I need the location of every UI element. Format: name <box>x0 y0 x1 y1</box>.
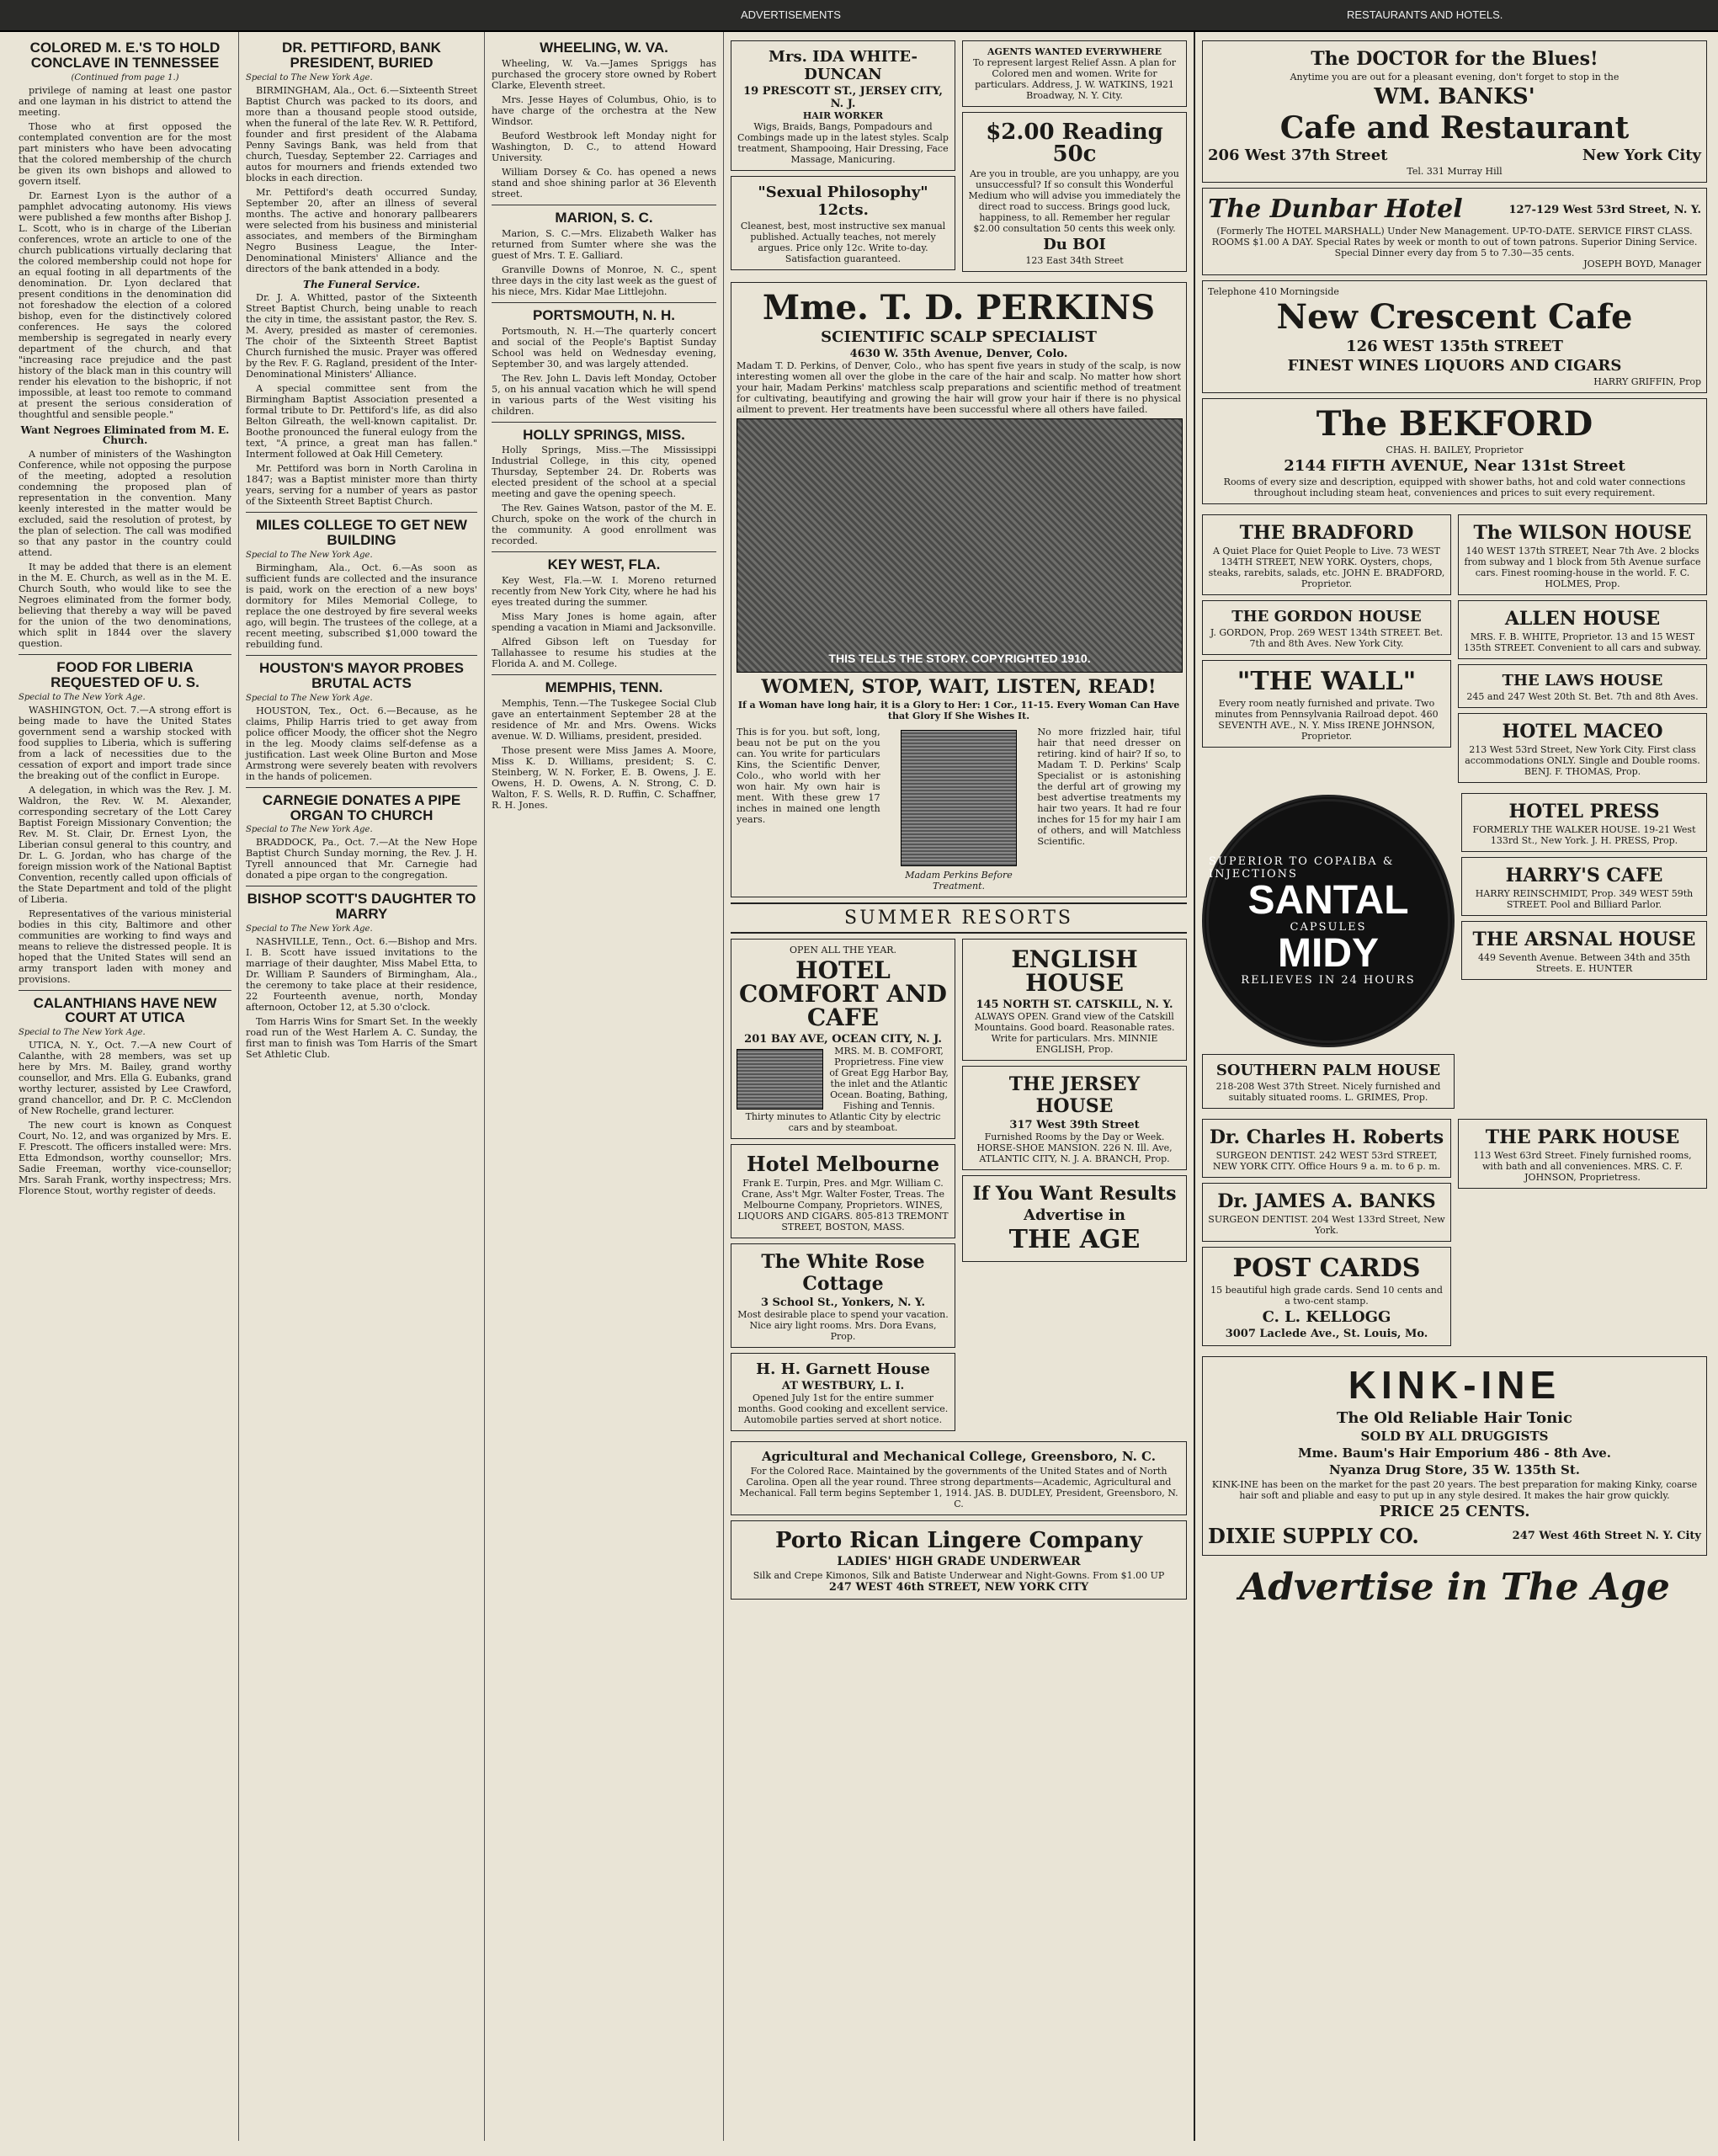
ad-arsnal-house <box>1461 921 1707 980</box>
ad-text: J. GORDON, Prop. 269 WEST 134th STREET. Bet. 7th and 8th Aves. New York City. <box>1210 627 1444 649</box>
ad-line: THE AGE <box>1008 1225 1141 1254</box>
paragraph: Dr. Earnest Lyon is the author of a pamphlet advocating autonomy. His views were published a few months after Bishop J. L. Scott, who is in charge of the Liberian conferences, wrote an article to one of the church publications virtually declaring that the colored membership could not hope for an equal footing in all departments of the denomination. Dr. Lyon declared that present conditions in the denomination did not foreshadow the election of a colored bishop, even for the distinctively colored conferences. He says the colored membership is segregated in nearly every department of the church, and that "increasing race prejudice and the past history of the black man in this country will render his elevation to the bishopric, if not impossible, at least too remote to command at present the serious consideration of thoughtful and sensible people." <box>19 189 231 420</box>
ad-city: New York City <box>1582 146 1701 164</box>
ad-text: Furnished Rooms by the Day or Week. HORSE-SHOE MANSION. 226 N. Ill. Ave, ATLANTIC CITY, N. J. A. BRANCH, Prop. <box>976 1131 1173 1164</box>
ad-address: 4630 W. 35th Avenue, Denver, Colo. <box>849 348 1068 360</box>
paragraph: Portsmouth, N. H.—The quarterly concert and social of the People's Baptist Sunday School was held on Wednesday evening, September 30, and was largely attended. <box>492 325 716 370</box>
ad-text: 113 West 63rd Street. Finely furnished rooms, with bath and all conveniences. MRS. C. F. JOHNSON, Proprietress. <box>1473 1150 1692 1183</box>
ad-title: The Dunbar Hotel <box>1208 194 1463 224</box>
ad-new-crescent <box>1202 280 1707 393</box>
ad-text: Wigs, Braids, Bangs, Pompadours and Combings made up in the latest styles. Scalp treatment, Shampooing, Hair Dressing, Face Massage, Manicuring. <box>737 121 949 165</box>
summer-resorts-heading: SUMMER RESORTS <box>731 902 1187 934</box>
ad-text: FORMERLY THE WALKER HOUSE. 19-21 West 133rd St., New York. J. H. PRESS, Prop. <box>1472 824 1696 846</box>
ad-text: Anytime you are out for a pleasant evening, don't forget to stop in the <box>1290 72 1620 83</box>
ad-proprietor: CHAS. H. BAILEY, Proprietor <box>1386 445 1524 455</box>
paragraph: Holly Springs, Miss.—The Mississippi Industrial College, in this city, opened Thursday, September 24. Dr. Roberts was elected president of the school at a special meeting and gave the opening speech. <box>492 445 716 500</box>
ad-text: 140 WEST 137th STREET, Near 7th Ave. 2 blocks from subway and 1 block from 5th Avenue surface cars. Finest rooming-house in the world. F. C. HOLMES, Prop. <box>1464 546 1701 589</box>
ad-title: POST CARDS <box>1232 1254 1421 1283</box>
ad-text: Silk and Crepe Kimonos, Silk and Batiste Underwear and Night-Gowns. From $1.00 UP <box>753 1570 1165 1581</box>
ad-allen-house <box>1458 600 1707 659</box>
ad-line: SOLD BY ALL DRUGGISTS <box>1360 1429 1549 1444</box>
ad-subtitle: FINEST WINES LIQUORS AND CIGARS <box>1287 357 1622 375</box>
ad-address: 317 West 39th Street <box>1009 1119 1140 1131</box>
ad-laws-house <box>1458 664 1707 708</box>
ad-title: Cafe and Restaurant <box>1279 110 1630 146</box>
special-note: Special to The New York Age. <box>246 550 373 560</box>
ad-note: OPEN ALL THE YEAR. <box>789 945 897 956</box>
ad-text: 218-208 West 37th Street. Nicely furnished and suitably situated rooms. L. GRIMES, Prop. <box>1215 1081 1441 1103</box>
ad-title: Mme. T. D. PERKINS <box>762 288 1156 327</box>
ad-title: THE BRADFORD <box>1239 522 1414 544</box>
ad-text: MRS. F. B. WHITE, Proprietor. 13 and 15 WEST 135th STREET. Convenient to all cars and subway. <box>1464 631 1701 653</box>
ad-title: The BEKFORD <box>1316 404 1593 444</box>
divider <box>19 654 231 655</box>
paragraph: NASHVILLE, Tenn., Oct. 6.—Bishop and Mrs. I. B. Scott have issued invitations to the marriage of their daughter, Miss Mabel Etta, to Dr. William P. Saunders of Birmingham, Ala., the ceremony to take place at their residence, 22 Fourteenth avenue, north, Monday afternoon, October 12, at 5.30 o'clock. <box>246 936 477 1014</box>
ad-subtitle: The Old Reliable Hair Tonic <box>1337 1409 1572 1427</box>
column-5-ads <box>1195 32 1714 2141</box>
ad-name: Du BOI <box>1043 236 1106 253</box>
ad-name: C. L. KELLOGG <box>1262 1308 1391 1326</box>
ad-address: 127-129 West 53rd Street, N. Y. <box>1508 203 1701 216</box>
ad-porto-rican <box>731 1520 1187 1600</box>
ad-phone: Tel. 331 Murray Hill <box>1407 166 1503 177</box>
ad-text: Rooms of every size and description, equipped with shower baths, hot and cold water connections throughout including steam heat, conveniences and prices to suit every requirement. <box>1223 476 1686 498</box>
ad-title: Porto Rican Lingere Company <box>774 1528 1143 1553</box>
ad-text: Opened July 1st for the entire summer months. Good cooking and excellent service. Automobile parties served at short notice. <box>737 1392 949 1425</box>
ad-post-cards <box>1202 1247 1451 1346</box>
paragraph: The Rev. John L. Davis left Monday, October 5, on his annual vacation which he will spend in various parts of the West visiting his children. <box>492 372 716 417</box>
ad-address: 19 PRESCOTT ST., JERSEY CITY, N. J. <box>743 85 943 110</box>
divider <box>492 551 716 552</box>
ad-line: Mme. Baum's Hair Emporium 486 - 8th Ave. <box>1298 1445 1611 1461</box>
ad-text: MRS. M. B. COMFORT, Proprietress. Fine view of Great Egg Harbor Bay, the inlet and the Atlantic Ocean. Boating, Bathing, Fishing and Tennis. Thirty minutes to Atlantic City by electric cars and by steamboat. <box>745 1046 949 1133</box>
illustration-caption: THIS TELLS THE STORY. COPYRIGHTED 1910. <box>828 652 1091 665</box>
ad-price: PRICE 25 CENTS. <box>1379 1503 1530 1520</box>
ad-subtitle: SCIENTIFIC SCALP SPECIALIST <box>821 328 1097 346</box>
paragraph: Key West, Fla.—W. I. Moreno returned recently from New York City, where he had his eyes treated during the summer. <box>492 575 716 609</box>
paragraph: Beuford Westbrook left Monday night for Washington, D. C., to attend Howard University. <box>492 130 716 163</box>
ad-quote: If a Woman have long hair, it is a Glory to Her: 1 Cor., 11-15. Every Woman Can Have that Glory If She Wishes It. <box>737 700 1180 721</box>
ad-title: SOUTHERN PALM HOUSE <box>1215 1062 1441 1079</box>
paragraph: Those who at first opposed the contemplated convention are for the most part ministers who have been advocating that the colored membership of the church be given its own bishops and allowed to govern itself. <box>19 120 231 187</box>
masthead-strip <box>0 0 1718 32</box>
ad-title: HOTEL COMFORT AND CAFE <box>739 956 947 1031</box>
paragraph: Alfred Gibson left on Tuesday for Tallahassee to resume his studies at the Florida A. and M. College. <box>492 636 716 670</box>
ad-hotel-maceo <box>1458 713 1707 783</box>
ad-dunbar-hotel <box>1202 188 1707 275</box>
ad-text: Are you in trouble, are you unhappy, are you unsuccessful? If so consult this Wonderful Medium who will advise you immediately the direct road to success. Brings good luck, happiness, to all. Remember her regular $2.00 consultation 50 cents this week only. <box>968 168 1181 234</box>
column-4-ads <box>724 32 1195 2141</box>
paragraph: The new court is known as Conquest Court, No. 12, and was organized by Mrs. E. F. Prescott. The officers installed were: Mrs. Etta Edmondson, worthy counsellor; Mrs. Sadie Freeman, worthy vice-counsellor; Mrs. Sarah Frank, worthy inspectress; Mrs. Florence Stout, worthy register of deeds. <box>19 1120 231 1197</box>
paragraph: UTICA, N. Y., Oct. 7.—A new Court of Calanthe, with 28 members, was set up here by Mrs. M. Bailey, grand worthy counsellor, and Mrs. Ella G. Eubanks, grand worthy lecturer, assisted by Lee Crawford, grand chancellor, and Dr. P. C. McClendon of New Rochelle, grand lecturer. <box>19 1040 231 1117</box>
paragraph: Marion, S. C.—Mrs. Elizabeth Walker has returned from Sumter where she was the guest of Mrs. T. E. Galliard. <box>492 227 716 261</box>
paragraph: William Dorsey & Co. has opened a news stand and shoe shining parlor at 36 Eleventh street. <box>492 166 716 200</box>
ad-agricultural-college <box>731 1441 1187 1515</box>
ad-title: Hotel Melbourne <box>746 1152 940 1176</box>
ad-title: Dr. JAMES A. BANKS <box>1217 1190 1436 1212</box>
paragraph: A delegation, in which was the Rev. J. M. Waldron, the Rev. W. M. Alexander, corresponding secretary of the Lott Carey Baptist Foreign Missionary Convention; the Rev. M. St. Clair, Dr. Ernest Lyon, the Liberian consul general to this country, and Dr. L. G. Jordan, who has charge of the foreign mission work of the National Baptist Convention, recently called upon officials of the State Department and told of the plight of Liberia. <box>19 784 231 905</box>
ad-text: ALWAYS OPEN. Grand view of the Catskill Mountains. Good board. Reasonable rates. Write for particulars. Mrs. MINNIE ENGLISH, Prop. <box>974 1011 1175 1055</box>
ad-perkins <box>731 282 1187 897</box>
seal-name: SANTAL <box>1247 878 1409 923</box>
ad-phone: Telephone 410 Morningside <box>1208 286 1339 297</box>
ad-address: 247 WEST 46th STREET, NEW YORK CITY <box>828 1581 1089 1594</box>
paragraph: Mr. Pettiford's death occurred Sunday, September 20, after an illness of several months. The active and honorary pallbearers were selected from his business and ministerial associates, and members of the Birmingham Negro Business League, the Inter-Denominational Ministers' Alliance and the directors of the bank attended in a body. <box>246 186 477 274</box>
ad-title: ALLEN HOUSE <box>1504 608 1661 630</box>
ad-title: THE JERSEY HOUSE <box>1008 1073 1141 1117</box>
ad-address: 145 NORTH ST. CATSKILL, N. Y. <box>976 998 1173 1011</box>
ad-southern-palm <box>1202 1054 1455 1109</box>
ad-address: 201 BAY AVE, OCEAN CITY, N. J. <box>744 1033 942 1046</box>
ad-text: Frank E. Turpin, Pres. and Mgr. William C. Crane, Ass't Mgr. Walter Foster, Treas. The Melbourne Company, Proprietors. WINES, LIQUORS AND CIGARS. 805-813 TREMONT STREET, BOSTON, MASS. <box>737 1178 949 1232</box>
ad-the-wall <box>1202 660 1451 748</box>
column-1 <box>12 32 239 2141</box>
ad-text: For the Colored Race. Maintained by the governments of the United States and of North Carolina. Open all the year round. Three strong departments—Academic, Agricultural and Mechanical. Fall term begins September 1, 1914. JAS. B. DUDLEY, President, Greensboro, N. C. <box>739 1466 1178 1509</box>
column-3 <box>485 32 724 2141</box>
paragraph: BRADDOCK, Pa., Oct. 7.—At the New Hope Baptist Church Sunday morning, the Rev. J. H. Tyrell announced that Mr. Carnegie had donated a pipe organ to the congregation. <box>246 837 477 881</box>
divider <box>492 302 716 303</box>
headline-memphis: MEMPHIS, TENN. <box>545 679 663 696</box>
ad-title: H. H. Garnett House <box>756 1360 930 1378</box>
ad-text: 15 beautiful high grade cards. Send 10 cents and a two-cent stamp. <box>1210 1285 1443 1307</box>
special-note: Special to The New York Age. <box>246 693 373 703</box>
ad-english-house <box>962 939 1187 1061</box>
ad-gordon-house <box>1202 600 1451 655</box>
ad-title: The WILSON HOUSE <box>1473 522 1692 544</box>
ad-address: 123 East 34th Street <box>1025 255 1124 266</box>
subhead-eliminated: Want Negroes Eliminated from M. E. Church. <box>20 423 230 447</box>
ad-address: AT WESTBURY, L. I. <box>781 1380 905 1392</box>
ad-title: THE PARK HOUSE <box>1485 1126 1680 1148</box>
ad-title: THE LAWS HOUSE <box>1502 672 1663 689</box>
paragraph: privilege of naming at least one pastor and one layman in his district to attend the meeting. <box>19 84 231 118</box>
ad-proprietor: HARRY GRIFFIN, Prop <box>1593 376 1701 387</box>
ad-address: 247 West 46th Street N. Y. City <box>1512 1530 1701 1542</box>
ad-text: Cleanest, best, most instructive sex manual published. Actually teaches, not merely argues. Price only 12c. Write to-day. Satisfaction guaranteed. <box>740 221 946 264</box>
headline-pettiford: DR. PETTIFORD, BANK PRESIDENT, BURIED <box>282 40 441 71</box>
paragraph: WASHINGTON, Oct. 7.—A strong effort is being made to have the United States government send a warship stocked with food supplies to Liberia, which is suffering from a lack of necessities due to the cessation of export and import trade since the breaking out of the conflict in Europe. <box>19 704 231 781</box>
ad-hotel-melbourne <box>731 1144 955 1238</box>
ad-address: 3 School St., Yonkers, N. Y. <box>760 1296 926 1309</box>
special-note: Special to The New York Age. <box>246 924 373 934</box>
headline-conclave: COLORED M. E.'S TO HOLD CONCLAVE IN TENNESSEE <box>29 40 221 71</box>
ad-text: Most desirable place to spend your vacation. Nice airy light rooms. Mrs. Dora Evans, Prop. <box>737 1309 949 1342</box>
ad-text: No more frizzled hair, tiful hair that need dresser on retiring. kind of hair? If so, to Madam T. D. Perkins' Scalp Specialist or is astonishing the derful art of growing my best advertise treatments my hair two years. It had re four inches for 15 for my hair I am of others, and will Matchless Scientific. <box>1037 727 1182 847</box>
continued-note: (Continued from page 1.) <box>71 72 179 83</box>
ad-company: DIXIE SUPPLY CO. <box>1208 1524 1419 1548</box>
ad-title: "THE WALL" <box>1237 667 1417 696</box>
headline-miles-college: MILES COLLEGE TO GET NEW BUILDING <box>256 517 467 549</box>
paragraph: The Rev. Gaines Watson, pastor of the M. E. Church, spoke on the work of the church in the community. A good enrollment was recorded. <box>492 503 716 547</box>
ad-wilson-house <box>1458 514 1707 595</box>
ad-dr-roberts <box>1202 1119 1451 1178</box>
special-note: Special to The New York Age. <box>19 692 146 702</box>
ad-bradford <box>1202 514 1451 595</box>
ad-subtitle: HAIR WORKER <box>802 110 884 121</box>
santal-midy-seal <box>1202 795 1455 1047</box>
ad-title: THE GORDON HOUSE <box>1231 608 1422 626</box>
perkins-illustration <box>737 418 1183 673</box>
hotel-photo <box>737 1049 823 1110</box>
paragraph: HOUSTON, Tex., Oct. 6.—Because, as he claims, Philip Harris tried to get away from police officer Moody, the officer shot the Negro in the leg. Moody claims self-defense as a justification. Last week Oline Burton and Mose Armstrong were severely beaten with revolvers in the hands of policemen. <box>246 705 477 782</box>
paragraph: Miss Mary Jones is home again, after spending a vacation in Miami and Jacksonville. <box>492 611 716 634</box>
ad-title: WM. BANKS' <box>1374 84 1535 109</box>
divider <box>19 990 231 991</box>
perkins-photo <box>901 730 1018 866</box>
ad-address: 206 West 37th Street <box>1208 146 1388 164</box>
paragraph: A number of ministers of the Washington Conference, while not opposing the purpose of the meeting, adopted a resolution condemning the proposed plan of representation in the convention. Many keenly interested in the matter would be excluded, said the resolution of protest, by the plan of selection. The call was modified so that any pastor in the country could attend. <box>19 448 231 558</box>
masthead-right: RESTAURANTS AND HOTELS. <box>1347 8 1503 21</box>
ad-hotel-comfort <box>731 939 955 1139</box>
headline-bishop-scott: BISHOP SCOTT'S DAUGHTER TO MARRY <box>247 891 476 923</box>
ad-text: This is for you. but soft, long, beau not be put on the you can. You write for particulars Kins, the Scientific Denver, Colo., who world with her won hair. My own hair is ment. With these grew 17 inches in mained one length years. <box>737 727 880 825</box>
special-note: Special to The New York Age. <box>246 72 373 83</box>
ad-address: 3007 Laclede Ave., St. Louis, Mo. <box>1225 1328 1428 1340</box>
ad-title: Dr. Charles H. Roberts <box>1209 1126 1444 1148</box>
ad-dr-james-banks <box>1202 1183 1451 1242</box>
ad-agents-wanted <box>962 40 1187 107</box>
ad-harrys-cafe <box>1461 857 1707 916</box>
ad-text: 245 and 247 West 20th St. Bet. 7th and 8th Aves. <box>1466 691 1699 702</box>
seal-subtitle: CAPSULES <box>1290 921 1367 934</box>
seal-top-text: SUPERIOR TO COPAIBA & INJECTIONS <box>1209 855 1395 881</box>
ad-line: Nyanza Drug Store, 35 W. 135th St. <box>1328 1462 1581 1477</box>
ad-title: HOTEL MACEO <box>1502 721 1663 743</box>
paragraph: Those present were Miss James A. Moore, Miss K. D. Williams, president; S. C. Steinberg, W. N. Forker, E. B. Owens, J. E. Owens, H. D. Owens, A. N. Strong, C. D. Walton, F. S. Wells, R. D. Ruffin, C. Schaffner, R. H. Jones. <box>492 745 716 812</box>
paragraph: Tom Harris Wins for Smart Set. In the weekly road run of the West Harlem A. C. Sunday, the first man to finish was Tom Harris of the Smart Set Athletic Club. <box>246 1016 477 1061</box>
ad-white-rose <box>731 1243 955 1348</box>
ad-subtitle: LADIES' HIGH GRADE UNDERWEAR <box>837 1555 1081 1568</box>
ad-text: Madam T. D. Perkins, of Denver, Colo., who has spent five years in study of the scalp, is now interesting women all over the globe in the care of the hair and scalp. No matter how short your hair, Madam Perkins' matchless scalp preparations and scientific method of treatment for cultivating, beautifying and growing the hair will grow your hair if there is no physical ailment to prevent. Her treatments have been successful where all others have failed. <box>737 360 1181 415</box>
paragraph: Representatives of the various ministerial bodies in this city, Baltimore and other communities are working to find ways and means to relieve the distressed people. It is hoped that the United States will send an army transport laden with money and provisions. <box>19 908 231 985</box>
ad-reading <box>962 112 1187 272</box>
headline-carnegie: CARNEGIE DONATES A PIPE ORGAN TO CHURCH <box>262 791 461 823</box>
ad-text: To represent largest Relief Assn. A plan for Colored men and women. Write for particulars. Address, J. W. WATKINS, 1921 Broadway, N. Y. City. <box>972 57 1177 101</box>
divider <box>246 787 477 788</box>
ad-text: (Formerly The HOTEL MARSHALL) Under New Management. UP-TO-DATE. SERVICE FIRST CLASS. ROOMS $1.00 A DAY. Special Rates by week or month to out of town patrons. Superior Dining Service. Special Dinner every day from 5 to 7.30—35 cents. <box>1211 226 1698 258</box>
divider <box>492 674 716 675</box>
ad-text: Every room neatly furnished and private. Two minutes from Pennsylvania Railroad depot. 460 SEVENTH AVE., N. Y. Miss IRENE JOHNSON, Proprietor. <box>1215 698 1439 742</box>
ad-text: 449 Seventh Avenue. Between 34th and 35th Streets. E. HUNTER <box>1478 952 1690 974</box>
ad-price: 12cts. <box>817 201 869 219</box>
headline-wheeling: WHEELING, W. VA. <box>540 40 668 56</box>
divider <box>246 512 477 513</box>
ad-advertise-results <box>962 1175 1187 1262</box>
ad-title: HOTEL PRESS <box>1508 801 1660 822</box>
headline-liberia: FOOD FOR LIBERIA REQUESTED OF U. S. <box>51 658 199 690</box>
ad-title: AGENTS WANTED EVERYWHERE <box>987 46 1162 57</box>
ad-text: 213 West 53rd Street, New York City. First class accommodations ONLY. Single and Double rooms. BENJ. F. THOMAS, Prop. <box>1465 744 1700 777</box>
ad-jersey-house <box>962 1066 1187 1170</box>
ad-garnett-house <box>731 1353 955 1431</box>
paragraph: Memphis, Tenn.—The Tuskegee Social Club gave an entertainment September 28 at the residence of Mr. and Mrs. Owens. Wicks avenue. W. D. Williams, president, presided. <box>492 698 716 743</box>
ad-text: A Quiet Place for Quiet People to Live. 73 WEST 134TH STREET, NEW YORK. Oysters, chops, steaks, rarebits, salads, etc. JOHN E. BRADFORD, Proprietor. <box>1208 546 1445 589</box>
ad-headline: WOMEN, STOP, WAIT, LISTEN, READ! <box>761 676 1157 698</box>
ad-title: THE ARSNAL HOUSE <box>1472 929 1696 950</box>
masthead-left: ADVERTISEMENTS <box>741 8 841 21</box>
paragraph: Dr. J. A. Whitted, pastor of the Sixteenth Street Baptist Church, being unable to reach the city in time, the assistant pastor, the Rev. S. M. Avery, presided as master of ceremonies. The choir of the Sixteenth Street Baptist Church furnished the music. Prayer was offered by the Rev. F. G. Ragland, president of the Inter-Denominational Ministers' Alliance. <box>246 292 477 381</box>
ad-hotel-press <box>1461 793 1707 852</box>
headline-key-west: KEY WEST, FLA. <box>547 556 661 573</box>
photo-caption: Madam Perkins Before Treatment. <box>905 870 1013 892</box>
paragraph: Mrs. Jesse Hayes of Columbus, Ohio, is to have charge of the orchestra at the New Windsor. <box>492 93 716 127</box>
ad-title: Mrs. IDA WHITE-DUNCAN <box>769 48 918 83</box>
advertise-in-the-age: Advertise in The Age <box>1239 1566 1670 1609</box>
ad-ida-white-duncan <box>731 40 955 171</box>
ad-title: KINK-INE <box>1348 1363 1561 1407</box>
headline-holly-springs: HOLLY SPRINGS, MISS. <box>523 426 685 443</box>
paragraph: BIRMINGHAM, Ala., Oct. 6.—Sixteenth Street Baptist Church was packed to its doors, and more than a thousand people stood outside, when the funeral of the late Rev. W. R. Pettiford, founder and first president of the Alabama Penny Savings Bank, was held from that church, Tuesday, September 22. Carriages and autos for mourners and friends extended two blocks in each direction. <box>246 84 477 184</box>
paragraph: A special committee sent from the Birmingham Baptist Association presented a formal tribute to Dr. Pettiford's life, as did also Belton Gilreath, the well-known capitalist. Dr. Boothe pronounced the funeral eulogy from the text, "A prince, a great man has fallen." Interment followed at Oak Hill Cemetery. <box>246 383 477 460</box>
ad-title: HARRY'S CAFE <box>1505 865 1663 886</box>
ad-title: $2.00 Reading 50c <box>986 120 1163 167</box>
ad-manager: JOSEPH BOYD, Manager <box>1583 258 1701 269</box>
seal-name: MIDY <box>1278 931 1379 976</box>
headline-houston: HOUSTON'S MAYOR PROBES BRUTAL ACTS <box>258 659 465 691</box>
paragraph: Wheeling, W. Va.—James Spriggs has purchased the grocery store owned by Robert Clarke, Eleventh street. <box>492 57 716 91</box>
ad-park-house <box>1458 1119 1707 1189</box>
ad-title: New Crescent Cafe <box>1276 297 1633 337</box>
ad-headline: The DOCTOR for the Blues! <box>1311 48 1598 70</box>
column-2 <box>239 32 485 2141</box>
ad-text: HARRY REINSCHMIDT, Prop. 349 WEST 59th STREET. Pool and Billiard Parlor. <box>1475 888 1694 910</box>
ad-line: If You Want Results <box>972 1183 1177 1205</box>
special-note: Special to The New York Age. <box>19 1028 146 1038</box>
divider <box>492 422 716 423</box>
ad-title: The White Rose Cottage <box>761 1251 925 1295</box>
ad-title: "Sexual Philosophy" <box>758 184 928 201</box>
ad-text: KINK-INE has been on the market for the past 20 years. The best preparation for making Kinky, coarse hair soft and pliable and easy to put up in any style desired. It makes the hair grow quickly. <box>1211 1479 1698 1501</box>
headline-marion: MARION, S. C. <box>555 209 653 226</box>
special-note: Special to The New York Age. <box>246 825 373 835</box>
ad-text: SURGEON DENTIST. 242 WEST 53rd STREET, NEW YORK CITY. Office Hours 9 a. m. to 6 p. m. <box>1212 1150 1441 1172</box>
ad-line: Advertise in <box>1024 1206 1125 1224</box>
paragraph: Granville Downs of Monroe, N. C., spent three days in the city last week as the guest of his niece, Mrs. Kidar Mae Littlejohn. <box>492 264 716 297</box>
paragraph: Birmingham, Ala., Oct. 6.—As soon as sufficient funds are collected and the insurance is paid, work on the erection of a new boys' dormitory for Miles Memorial College, to replace the one destroyed by fire several weeks ago, will begin. The trustees of the college, at a recent meeting, subscribed $1,000 toward the rebuilding fund. <box>246 562 477 650</box>
headline-calanthians: CALANTHIANS HAVE NEW COURT AT UTICA <box>33 994 217 1026</box>
ad-address: 2144 FIFTH AVENUE, Near 131st Street <box>1284 457 1625 475</box>
ad-title: Agricultural and Mechanical College, Greensboro, N. C. <box>762 1449 1156 1464</box>
headline-portsmouth: PORTSMOUTH, N. H. <box>532 306 676 323</box>
ad-title: ENGLISH HOUSE <box>1011 945 1138 997</box>
paragraph: It may be added that there is an element in the M. E. Church, as well as in the M. E. Church South, who would like to see the Negroes eliminated from the former body, believing that thereby a way will be paved for the union of the two denominations, which split in 1844 over the slavery question. <box>19 561 231 649</box>
ad-text: SURGEON DENTIST. 204 West 133rd Street, New York. <box>1208 1214 1445 1236</box>
ad-bekford <box>1202 398 1707 504</box>
subhead-funeral: The Funeral Service. <box>303 278 420 290</box>
divider <box>246 655 477 656</box>
ad-wm-banks <box>1202 40 1707 183</box>
ad-address: 126 WEST 135th STREET <box>1346 338 1563 355</box>
paragraph: Mr. Pettiford was born in North Carolina in 1847; was a Baptist minister more than thirty years, serving for a number of years as pastor of the Sixteenth Street Baptist Church. <box>246 463 477 508</box>
seal-bottom-text: RELIEVES IN 24 HOURS <box>1241 974 1416 987</box>
ad-sexual-philosophy <box>731 176 955 270</box>
ad-kink-ine <box>1202 1356 1707 1556</box>
